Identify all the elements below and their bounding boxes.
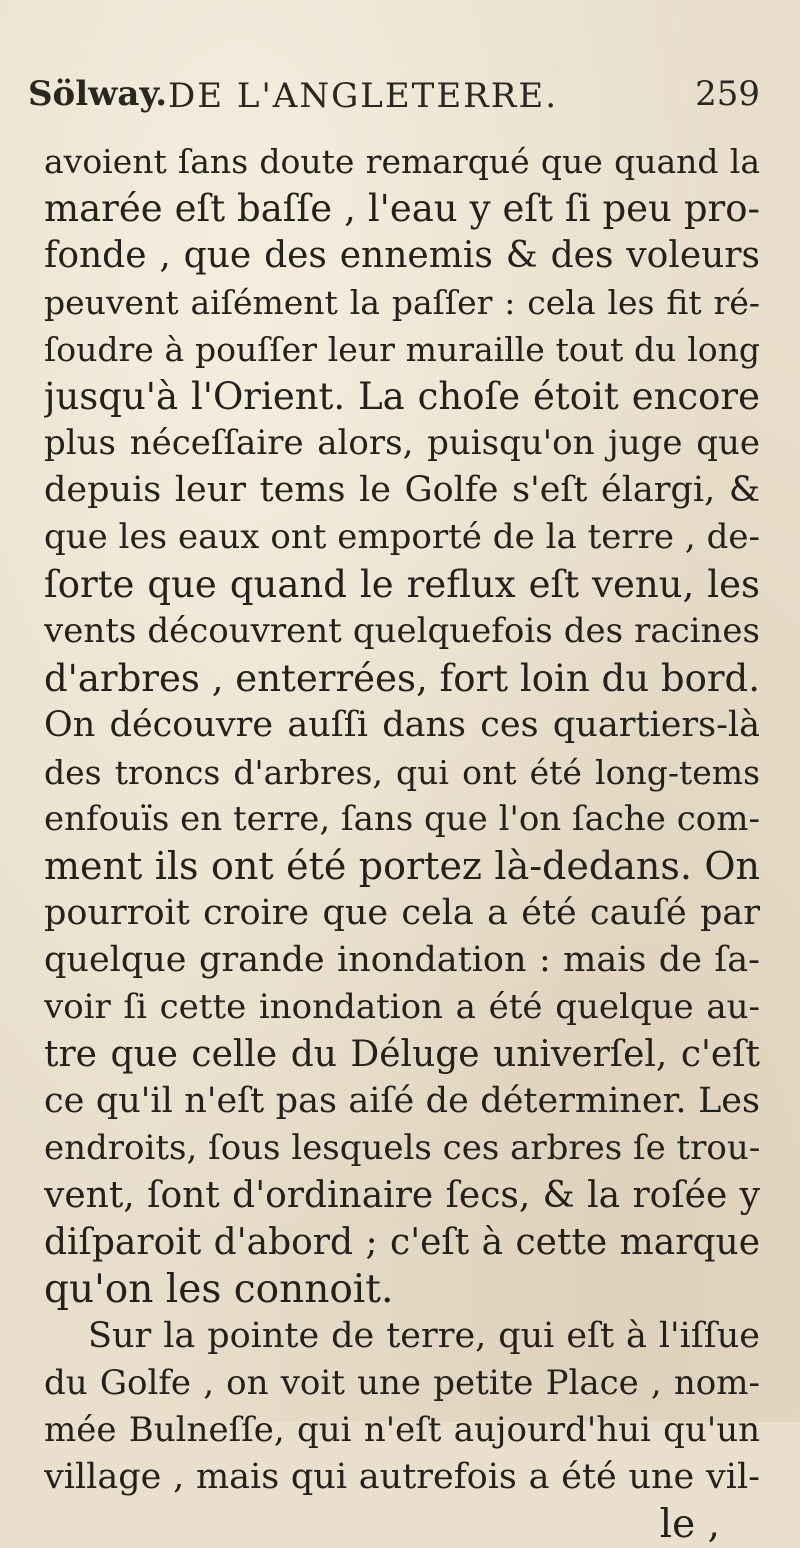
body-text <box>44 138 760 1548</box>
text-line: voir ſi cette inondation a été quelque au- <box>44 987 760 1027</box>
text-line: ment ils ont été portez là-dedans. On <box>44 844 760 888</box>
text-line: pourroit croire que cela a été cauſé par <box>44 893 760 933</box>
text-line: enfouïs en terre, ſans que l'on ſache com- <box>44 799 760 839</box>
text-line: des troncs d'arbres, qui ont été long-tems <box>44 753 760 792</box>
text-line: d'arbres , enterrées, fort loin du bord. <box>44 657 760 700</box>
text-line: qu'on les connoit. <box>44 1267 394 1312</box>
text-line: peuvent aiſément la paſſer : cela les fit ré- <box>44 283 760 322</box>
text-line: jusqu'à l'Orient. La choſe étoit encore <box>44 375 760 418</box>
paragraph-1 <box>44 138 760 1313</box>
text-line: vents découvrent quelquefois des racines <box>44 611 760 651</box>
text-line: ſorte que quand le reflux eſt venu, les <box>44 563 760 606</box>
text-line: quelque grande inondation : mais de ſa- <box>44 940 760 980</box>
text-line: mée Bulneſſe, qui n'eſt aujourd'hui qu'un <box>44 1410 760 1450</box>
page-number: 259 <box>695 74 760 114</box>
text-line: ſoudre à pouſſer leur muraille tout du long <box>44 330 760 369</box>
text-line: depuis leur tems le Golfe s'eſt élargi, & <box>44 470 760 510</box>
text-line: vent, ſont d'ordinaire ſecs, & la roſée y <box>44 1175 760 1216</box>
text-line: le , <box>659 1502 720 1547</box>
text-line: avoient ſans doute remarqué que quand la <box>44 142 760 181</box>
running-head-left: Sölway. <box>28 74 168 114</box>
page-header <box>28 68 760 128</box>
text-line: du Golfe , on voit une petite Place , nom- <box>44 1363 760 1403</box>
running-title: DE L'ANGLETERRE. <box>168 76 558 116</box>
text-line: endroits, ſous lesquels ces arbres ſe trou- <box>44 1128 760 1168</box>
text-line: Sur la pointe de terre, qui eſt à l'iſſue <box>88 1316 760 1356</box>
text-line: tre que celle du Déluge univerſel, c'eſt <box>44 1034 760 1075</box>
text-line: fonde , que des ennemis & des voleurs <box>44 235 760 276</box>
text-line: ce qu'il n'eſt pas aiſé de déterminer. Les <box>44 1081 760 1121</box>
text-line: que les eaux ont emporté de la terre , de- <box>44 517 760 557</box>
paragraph-2 <box>44 1313 760 1548</box>
text-line: marée eſt baſſe , l'eau y eſt ſi peu pro- <box>44 187 760 230</box>
text-line: plus néceſſaire alors, puisqu'on juge que <box>44 423 760 463</box>
text-line: village , mais qui autrefois a été une vil- <box>44 1457 760 1497</box>
text-line: diſparoit d'abord ; c'eſt à cette marque <box>44 1222 760 1263</box>
text-line: On découvre auſſi dans ces quartiers-là <box>44 705 760 745</box>
